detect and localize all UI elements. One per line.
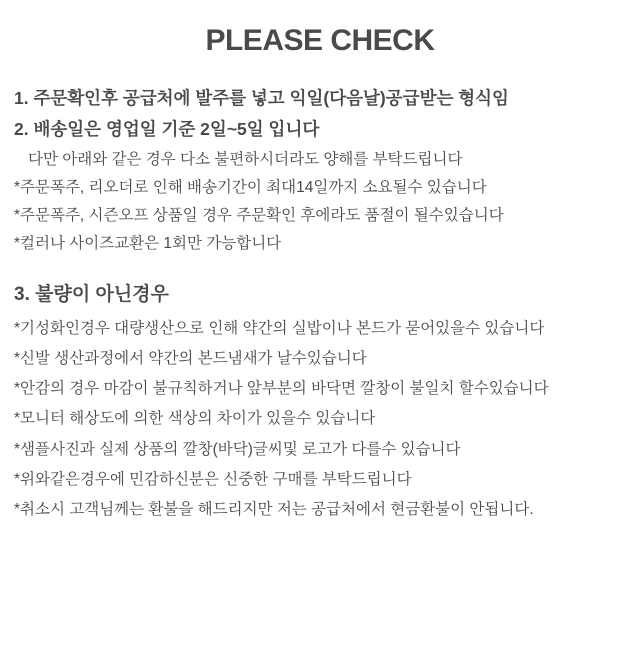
notice-line: 다만 아래와 같은 경우 다소 불편하시더라도 양해를 부탁드립니다 bbox=[28, 150, 463, 168]
notice-line: *안감의 경우 마감이 불규칙하거나 앞부분의 바닥면 깔창이 불일치 할수있습니다 bbox=[14, 380, 549, 398]
notice-line: *샘플사진과 실제 상품의 깔창(바닥)글씨및 로고가 다를수 있습니다 bbox=[14, 440, 461, 458]
defect-policy-section bbox=[14, 279, 626, 522]
page-title: PLEASE CHECK bbox=[205, 24, 435, 57]
notice-page bbox=[0, 24, 640, 664]
notice-line: *기성화인경우 대량생산으로 인해 약간의 실밥이나 본드가 묻어있을수 있습니다 bbox=[14, 320, 545, 338]
notice-line: *신발 생산과정에서 약간의 본드냄새가 날수있습니다 bbox=[14, 350, 367, 368]
section-heading: 3. 불량이 아닌경우 bbox=[14, 284, 169, 306]
shipping-notice-section bbox=[14, 84, 626, 256]
notice-line: *주문폭주, 시즌오프 상품일 경우 주문확인 후에라도 품절이 될수있습니다 bbox=[14, 206, 504, 224]
notice-line: *주문폭주, 리오더로 인해 배송기간이 최대14일까지 소요될수 있습니다 bbox=[14, 178, 487, 196]
section-spacer bbox=[14, 259, 626, 279]
notice-line: 1. 주문확인후 공급처에 발주를 넣고 익일(다음날)공급받는 형식임 bbox=[14, 88, 509, 108]
notice-line: *모니터 해상도에 의한 색상의 차이가 있을수 있습니다 bbox=[14, 410, 376, 428]
notice-line: *컬러나 사이즈교환은 1회만 가능합니다 bbox=[14, 235, 282, 253]
notice-line: 2. 배송일은 영업일 기준 2일~5일 입니다 bbox=[14, 119, 320, 140]
notice-line: *취소시 고객님께는 환불을 해드리지만 저는 공급처에서 현금환불이 안됩니다. bbox=[14, 500, 534, 518]
notice-line: *위와같은경우에 민감하신분은 신중한 구매를 부탁드립니다 bbox=[14, 470, 412, 488]
